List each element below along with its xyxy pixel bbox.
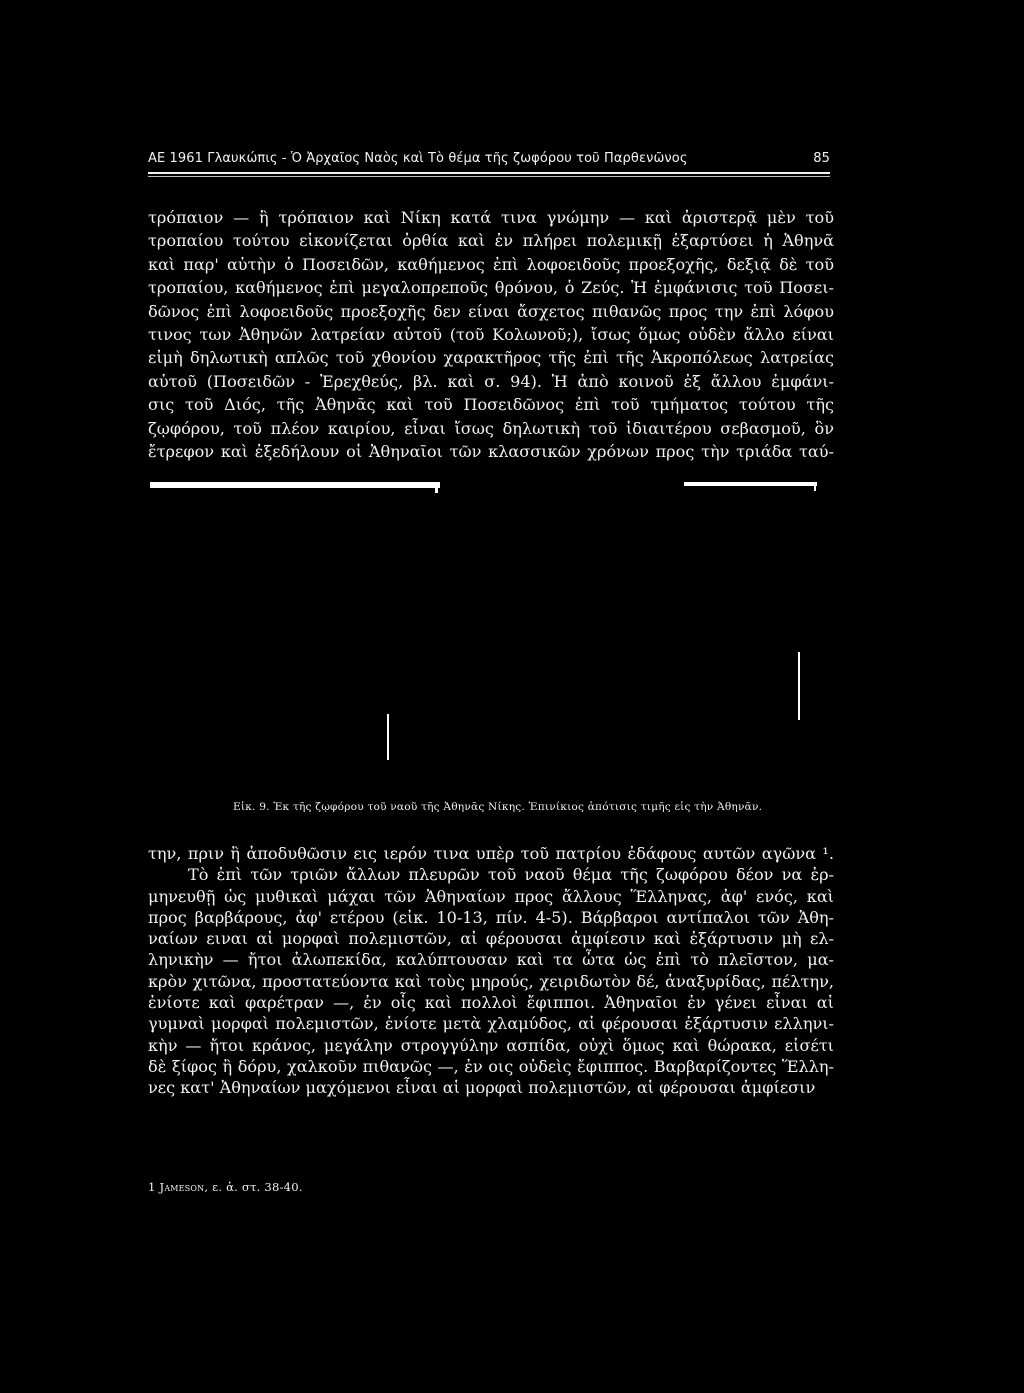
- text-line: εἰμὴ δηλωτικὴ απλῶς τοῦ χθονίου χαρακτῆρος τῆς ἐπὶ τῆς Ἀκροπόλεως λατρείας: [148, 348, 834, 368]
- text-line: τινος των Ἀθηνῶν λατρείαν αὐτοῦ (τοῦ Κολωνοῦ;), ἴσως ὅμως οὐδὲν ἄλλο είναι: [148, 324, 834, 344]
- header-rule-secondary: [148, 176, 830, 177]
- text-line: κρὸν χιτῶνα, προστατεύοντα καὶ τοὺς μηρούς, χειριδωτὸν δέ, ἀναξυρίδας, πέλτην,: [148, 971, 834, 991]
- text-line: ναίων ειναι αἱ μορφαὶ πολεμιστῶν, αἱ φέρουσαι ἀμφίεσιν καὶ ἐξάρτυσιν μὴ ελ-: [148, 929, 834, 949]
- paragraph-1: [148, 206, 834, 463]
- text-line: καὶ παρ' αὐτὴν ὁ Ποσειδῶν, καθήμενος ἐπὶ λοφοειδοῦς προεξοχῆς, δεξιᾷ δὲ τοῦ: [148, 254, 834, 274]
- text-line: ἐνίοτε καὶ φαρέτραν —, ἐν οἷς καὶ πολλοὶ ἔφιπποι. Ἀθηναῖοι ἐν γένει εἶναι αἱ: [148, 993, 834, 1013]
- text-line: ληνικὴν — ἤτοι ἀλωπεκίδα, καλύπτουσαν καὶ τα ὦτα ὡς ἐπὶ τὸ πλεῖστον, μα-: [148, 950, 834, 970]
- footnote-reference: ε. ἀ. στ. 38-40.: [212, 1180, 303, 1194]
- figure-mark-right: [798, 652, 800, 720]
- text-line: κὴν — ἤτοι κράνος, μεγάλην στρογγύλην ασπίδα, οὐχὶ ὅμως καὶ θώρακα, εἰσέτι: [148, 1035, 834, 1055]
- paragraph-2: [148, 843, 834, 1099]
- text-line: Τὸ ἐπὶ τῶν τριῶν ἄλλων πλευρῶν τοῦ ναοῦ θέμα τῆς ζωφόρου δέον να ἑρ-: [188, 865, 834, 885]
- page-number: 85: [813, 151, 830, 166]
- text-line: προς βαρβάρους, ἀφ' ετέρου (εἰκ. 10-13, πίν. 4-5). Βάρβαροι αντίπαλοι τῶν Ἀθη-: [148, 907, 834, 927]
- header-rule: [148, 172, 830, 174]
- text-line: τρόπαιον — ἢ τρόπαιον καὶ Νίκη κατά τινα γνώμην — καὶ ἀριστερᾷ μὲν τοῦ: [148, 208, 834, 227]
- running-header: [148, 151, 830, 166]
- figure-caption: Εἰκ. 9. Ἐκ τῆς ζῳφόρου τοῦ ναοῦ τῆς Ἀθηνᾶς Νίκης. Ἐπινίκιος ἀπότισις τιμῆς εἰς τὴν Ἀθηνᾶν.: [233, 801, 763, 813]
- text-line: ζῳφόρου, τοῦ πλέον καιρίου, εἶναι ἴσως δηλωτικὴ τοῦ ἰδιαιτέρου σεβασμοῦ, ὃν: [148, 418, 834, 438]
- text-line: δὲ ξίφος ἢ δόρυ, χαλκοῦν πιθανῶς —, ἐν οις οὐδεὶς ἔφιππος. Βαρβαρίζοντες Ἕλλη-: [148, 1056, 834, 1076]
- text-line: μηνευθῇ ὡς μυθικαὶ μάχαι τῶν Ἀθηναίων προς ἄλλους Ἕλληνας, ἀφ' ενός, καὶ: [148, 886, 834, 906]
- figure-edge-right-tick: [814, 482, 816, 491]
- figure-edge-right: [684, 482, 817, 486]
- footnote: [148, 1180, 303, 1194]
- text-line: ἔτρεφον καὶ ἐξεδήλουν οἱ Ἀθηναῖοι τῶν κλασσικῶν χρόνων προς τὴν τριάδα ταύ-: [148, 441, 834, 461]
- figure-edge-left-tick: [435, 484, 438, 493]
- figure-edge-left: [150, 482, 440, 488]
- text-line: αὐτοῦ (Ποσειδῶν - Ἐρεχθεύς, βλ. καὶ σ. 94). Ἡ ἀπὸ κοινοῦ ἐξ ἄλλου ἐμφάνι-: [148, 371, 834, 391]
- header-title: ΑΕ 1961 Γλαυκώπις - Ὁ Ἀρχαῖος Ναὸς καὶ Τὸ θέμα τῆς ζωφόρου τοῦ Παρθενῶνος: [148, 151, 688, 166]
- figure-mark-center: [387, 714, 389, 760]
- footnote-author: Jameson,: [159, 1180, 209, 1194]
- text-line: τροπαίου, καθήμενος ἐπὶ μεγαλοπρεποῦς θρόνου, ὁ Ζεύς. Ἡ ἐμφάνισις τοῦ Ποσει-: [148, 278, 834, 298]
- text-line: δῶνος ἐπὶ λοφοειδοῦς προεξοχῆς δεν είναι ἄσχετος πιθανῶς προς την ἐπὶ λόφου: [148, 301, 834, 321]
- text-line: την, πριν ἢ ἀποδυθῶσιν εις ιερόν τινα υπὲρ τοῦ πατρίου ἐδάφους αυτῶν αγῶνα ¹.: [148, 844, 834, 863]
- text-line: νες κατ' Ἀθηναίων μαχόμενοι εἶναι αἱ μορφαὶ πολεμιστῶν, αἱ φέρουσαι ἀμφίεσιν: [148, 1078, 816, 1098]
- text-line: σις τοῦ Διός, τῆς Ἀθηνᾶς καὶ τοῦ Ποσειδῶνος ἐπὶ τοῦ τμήματος τούτου τῆς: [148, 395, 834, 415]
- frieze-figure: [148, 470, 834, 810]
- footnote-number: 1: [148, 1180, 156, 1194]
- text-line: τροπαίου τούτου εἰκονίζεται ὀρθία καὶ ἐν πλήρει πολεμικῇ ἐξαρτύσει ἡ Ἀθηνᾶ: [148, 231, 834, 251]
- text-line: γυμναὶ μορφαὶ πολεμιστῶν, ἐνίοτε μετὰ χλαμύδος, αἱ φέρουσαι ἐξάρτυσιν ελληνι-: [148, 1014, 834, 1034]
